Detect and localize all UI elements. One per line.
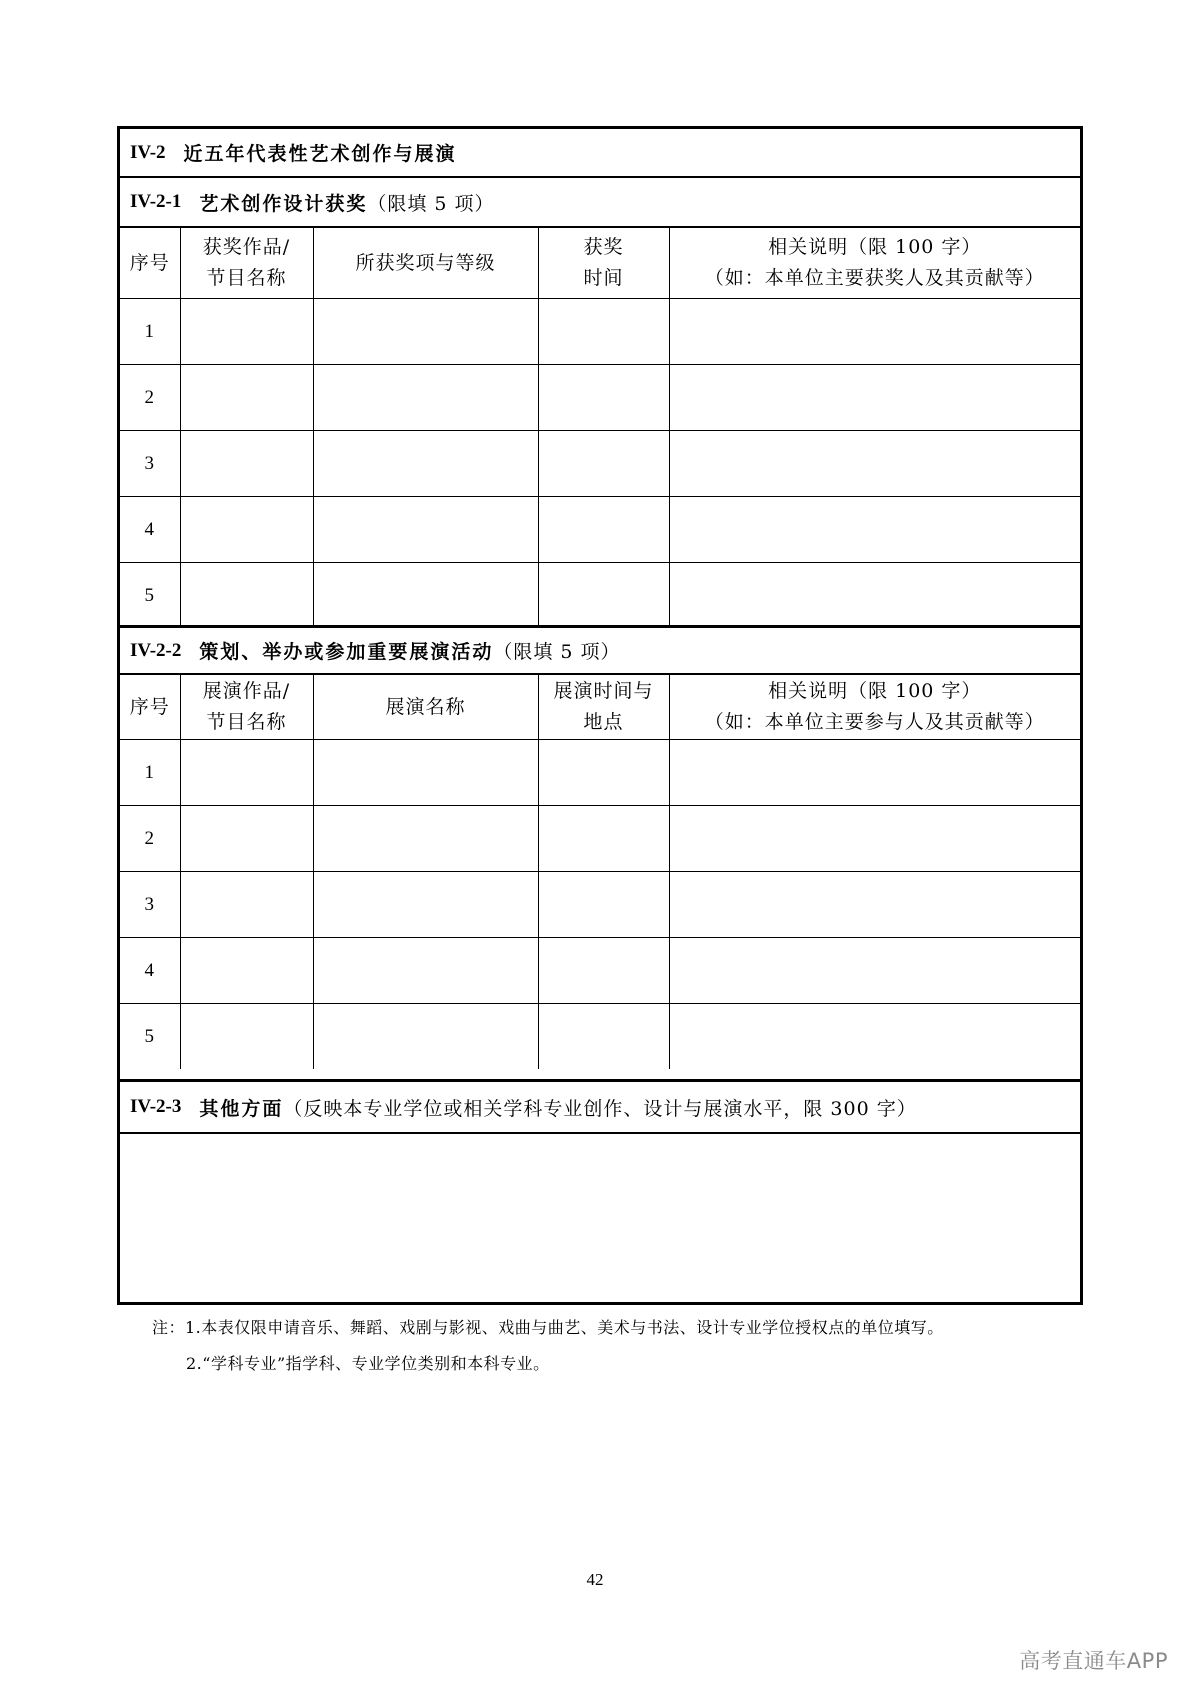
table-row (120, 299, 1080, 365)
work-name-cell[interactable] (180, 938, 313, 1004)
description-cell[interactable] (669, 299, 1080, 365)
performances-header (120, 625, 1080, 675)
awards-header (120, 178, 1080, 228)
awards-header-row (120, 228, 1080, 299)
row-index: 3 (120, 431, 180, 497)
performances-hint: （限填 5 项） (493, 641, 621, 663)
work-name-cell[interactable] (180, 1004, 313, 1070)
description-cell[interactable] (669, 497, 1080, 563)
row-index: 1 (120, 740, 180, 806)
awards-title: 艺术创作设计获奖 (199, 192, 368, 215)
description-cell[interactable] (669, 1004, 1080, 1070)
work-name-cell[interactable] (180, 806, 313, 872)
row-index: 2 (120, 365, 180, 431)
note-line-2: 2.“学科专业”指学科、专业学位类别和本科专业。 (186, 1354, 550, 1373)
row-index: 2 (120, 806, 180, 872)
performance-name-cell[interactable] (313, 938, 538, 1004)
award-level-cell[interactable] (313, 431, 538, 497)
performances-table (120, 675, 1080, 1069)
time-place-cell[interactable] (538, 872, 669, 938)
table-row (120, 938, 1080, 1004)
performance-name-cell[interactable] (313, 1004, 538, 1070)
section-header (120, 129, 1080, 178)
table-row (120, 431, 1080, 497)
work-name-cell[interactable] (180, 299, 313, 365)
table-row (120, 806, 1080, 872)
description-cell[interactable] (669, 938, 1080, 1004)
award-level-cell[interactable] (313, 563, 538, 629)
row-index: 4 (120, 497, 180, 563)
performances-title: 策划、举办或参加重要展演活动 (199, 641, 494, 663)
award-time-cell[interactable] (538, 563, 669, 629)
section-code: IV-2 (130, 141, 166, 163)
header-time-place: 展演时间与 地点 (538, 675, 669, 740)
other-content-area[interactable] (120, 1134, 1080, 1302)
table-row (120, 740, 1080, 806)
time-place-cell[interactable] (538, 938, 669, 1004)
award-time-cell[interactable] (538, 365, 669, 431)
form-table (117, 126, 1083, 1305)
description-cell[interactable] (669, 806, 1080, 872)
other-hint: （反映本专业学位或相关学科专业创作、设计与展演水平，限 300 字） (283, 1097, 917, 1120)
awards-code: IV-2-1 (130, 191, 182, 212)
performances-header-row (120, 675, 1080, 740)
description-cell[interactable] (669, 365, 1080, 431)
award-level-cell[interactable] (313, 365, 538, 431)
description-cell[interactable] (669, 431, 1080, 497)
time-place-cell[interactable] (538, 806, 669, 872)
award-time-cell[interactable] (538, 431, 669, 497)
header-award-level: 所获奖项与等级 (313, 228, 538, 299)
table-row (120, 1004, 1080, 1070)
description-cell[interactable] (669, 740, 1080, 806)
table-row (120, 563, 1080, 629)
other-header (120, 1079, 1080, 1134)
row-index: 5 (144, 1026, 155, 1047)
note-line-1: 注：1.本表仅限申请音乐、舞蹈、戏剧与影视、戏曲与曲艺、美术与书法、设计专业学位授权点的单位填写。 (152, 1318, 944, 1337)
work-name-cell[interactable] (180, 563, 313, 629)
notes (152, 1310, 944, 1382)
award-time-cell[interactable] (538, 497, 669, 563)
watermark: 高考直通车APP (1019, 1649, 1168, 1673)
performance-name-cell[interactable] (313, 740, 538, 806)
row-index: 3 (120, 872, 180, 938)
time-place-cell[interactable] (538, 1004, 669, 1070)
other-title: 其他方面 (199, 1097, 284, 1120)
header-description: 相关说明（限 100 字） （如：本单位主要获奖人及其贡献等） (669, 228, 1080, 299)
award-time-cell[interactable] (538, 299, 669, 365)
awards-table (120, 228, 1080, 628)
awards-hint: （限填 5 项） (367, 192, 495, 215)
other-code: IV-2-3 (130, 1096, 182, 1117)
section-title: 近五年代表性艺术创作与展演 (183, 143, 457, 165)
header-index: 序号 (120, 228, 180, 299)
header-description: 相关说明（限 100 字） （如：本单位主要参与人及其贡献等） (669, 675, 1080, 740)
description-cell[interactable] (669, 563, 1080, 629)
performance-name-cell[interactable] (313, 806, 538, 872)
table-row (120, 497, 1080, 563)
page-number: 42 (586, 1570, 604, 1589)
performance-name-cell[interactable] (313, 872, 538, 938)
work-name-cell[interactable] (180, 365, 313, 431)
description-cell[interactable] (669, 872, 1080, 938)
work-name-cell[interactable] (180, 431, 313, 497)
time-place-cell[interactable] (538, 740, 669, 806)
work-name-cell[interactable] (180, 740, 313, 806)
header-work-name: 展演作品/ 节目名称 (180, 675, 313, 740)
header-index: 序号 (120, 675, 180, 740)
header-performance-name: 展演名称 (313, 675, 538, 740)
header-award-time: 获奖 时间 (538, 228, 669, 299)
award-level-cell[interactable] (313, 299, 538, 365)
header-work-name: 获奖作品/ 节目名称 (180, 228, 313, 299)
award-level-cell[interactable] (313, 497, 538, 563)
table-row (120, 872, 1080, 938)
performances-code: IV-2-2 (130, 639, 182, 661)
row-index: 4 (120, 938, 180, 1004)
row-index: 5 (144, 585, 155, 606)
work-name-cell[interactable] (180, 497, 313, 563)
table-row (120, 365, 1080, 431)
row-index: 1 (120, 299, 180, 365)
work-name-cell[interactable] (180, 872, 313, 938)
